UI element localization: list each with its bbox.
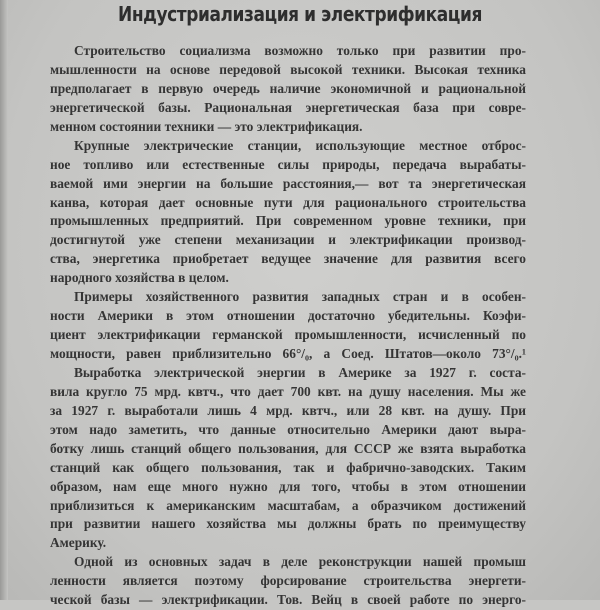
text-line: предполагает в первую очередь наличие экономичной и рациональной	[50, 80, 526, 96]
text-line: ства, энергетика приобретает ведущее значение для развития всего	[50, 251, 526, 267]
text-line: образом, нам еще много нужно для того, чтобы в этом отношении	[50, 478, 526, 494]
text-line: при развитии нашего хозяйства мы должны брать по преимуществу	[50, 516, 526, 532]
text-line: энергетической базы. Рациональная энергетическая база при совре-	[50, 99, 526, 115]
text-line: Примеры хозяйственного развития западных стран и в особен-	[74, 289, 526, 305]
text-line: ное топливо или естественные силы природы, передача вырабаты-	[50, 156, 526, 172]
text-line: Одной из основных задач в деле реконструкции нашей промыш	[74, 554, 526, 570]
page-edge-shadow	[0, 0, 8, 600]
page-title: Индустриализация и электрификация	[118, 2, 482, 26]
text-line: циент электрификации германской промышленности, исчисленный по	[50, 327, 526, 343]
text-line: приблизиться к американским масштабам, а образчиком достижений	[50, 497, 526, 513]
text-line: ленности является поэтому форсирование строительства энергети-	[50, 573, 526, 589]
text-line: промышленных предприятий. При современном уровне техники, при	[50, 213, 526, 229]
text-line: Выработка электрической энергии в Америке за 1927 г. соста-	[74, 364, 526, 380]
text-line: станций как общего пользования, так и фабрично-заводских. Таким	[50, 459, 526, 475]
body-text	[50, 42, 526, 610]
text-line: Крупные электрические станции, использующие местное отброс-	[74, 137, 526, 153]
text-line: ваемой ими энергии на большие расстояния,— вот та энергетическая	[50, 175, 526, 191]
text-line: ческой базы — электрификации. Тов. Вейц в своей работе по энерго-	[50, 592, 526, 608]
text-line: достигнутой уже степени механизации и электрификации производ-	[50, 232, 526, 248]
text-line: ботку лишь станций общего пользования, для СССР же взята выработка	[50, 440, 526, 456]
text-line: Строительство социализма возможно только при развитии про-	[74, 43, 526, 58]
text-line: вила кругло 75 мрд. квтч., что дает 700 квт. на душу населения. Мы же	[50, 383, 526, 399]
text-line: за 1927 г. выработали лишь 4 мрд. квтч., или 28 квт. на душу. При	[50, 402, 526, 418]
text-line: этом надо заметить, что данные относительно Америки дают выра-	[50, 421, 526, 437]
text-line: народного хозяйства в целом.	[50, 270, 229, 286]
text-line: мощности, равен приблизительно 66°/₀, а Соед. Штатов—около 73°/₀.¹	[50, 346, 526, 361]
text-line: Америку.	[50, 535, 107, 551]
text-line: менном состоянии техники — это электрификация.	[50, 118, 363, 134]
text-line: мышленности на основе передовой высокой техники. Высокая техника	[50, 61, 526, 77]
text-line: ности Америки в этом отношении достаточно убедительны. Коэфи-	[50, 308, 526, 324]
text-line: канва, которая дает основные пути для рационального строительства	[50, 194, 526, 210]
